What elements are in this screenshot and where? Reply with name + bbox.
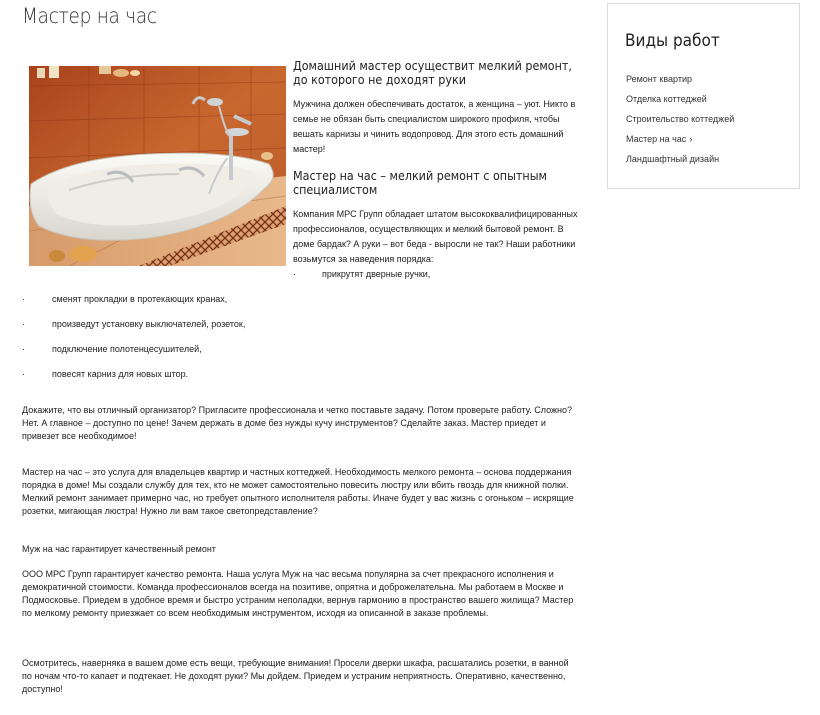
sidebar-item-cottage-finishing[interactable]: Отделка коттеджей [626, 94, 707, 104]
organizer-paragraph: Докажите, что вы отличный организатор? Пригласите профессионала и четко поставьте задачу. Потом проверьте работу. Сложно? Нет. А главное – доступно по цене! Зачем держать в доме без нужды кучу инструментов? Сделайте заказ. Мастер приедет и привезет все необходимое! [22, 405, 572, 441]
guarantee-title-block [22, 543, 577, 556]
guarantee-paragraph: ООО МРС Групп гарантирует качество ремонта. Наша услуга Муж на час весьма популярна за счет прекрасного исполнения и демократичной стоимости. Команда профессионалов всегда на позитиве, опрятна и доброжелательна. Мы работаем в Москве и Подмосковье. Приедем в удобное время и быстро устраним неполадки, вернув гармонию в пространство вашего жилища? Мастер по мелкому ремонту приезжает со всем необходимым инструментом, исходя из описанной в заказе проблемы. [22, 569, 574, 618]
sidebar-item-label: Мастер на час [626, 134, 687, 144]
sidebar-item-apartment-renovation[interactable]: Ремонт квартир [626, 74, 692, 84]
bullet-dot: · [22, 344, 25, 354]
bullet-dot: · [22, 294, 25, 304]
bullet-dot: · [22, 369, 25, 379]
service-description-paragraph: Мастер на час – это услуга для владельцев квартир и частных коттеджей. Необходимость мелкого ремонта – основа поддержания порядка в доме! Мы создали службу для тех, кто не может самостоятельно повесить люстру или вбить гвоздь для книжной полки. Мелкий ремонт занимает примерно час, но требует опытного исполнителя работы. Иначе будет у вас жизнь с огоньком – искрящие розетки, мигающая люстра! Нужно ли вам такое светопредставление? [22, 467, 574, 516]
body-paragraph-block [22, 657, 577, 696]
intro-heading: Домашний мастер осуществит мелкий ремонт, до которого не доходят руки [293, 59, 572, 87]
sidebar-item-cottage-construction[interactable]: Строительство коттеджей [626, 114, 735, 124]
body-paragraph-block [22, 568, 577, 620]
sidebar-item-handyman[interactable] [626, 134, 734, 154]
sidebar-item-landscape-design[interactable]: Ландшафтный дизайн [626, 154, 720, 164]
page-title: Мастер на час [22, 4, 157, 28]
sidebar-menu [626, 74, 734, 174]
sidebar-title: Виды работ [625, 31, 720, 51]
list-item-text: подключение полотенцесушителей, [52, 344, 202, 354]
list-item-text: прикрутят дверные ручки, [322, 269, 431, 279]
work-types-sidebar [607, 3, 800, 189]
bullet-dot: · [293, 269, 296, 279]
guarantee-title: Муж на час гарантирует качественный ремонт [22, 544, 216, 554]
closing-paragraph: Осмотритесь, наверняка в вашем доме есть вещи, требующие внимания! Просели дверки шкафа, расшатались розетки, в ванной по ночам что-то капает и подтекает. Не доходят руки? Мы дойдем. Приедем и устраним неприятность. Оперативно, качественно, доступно! [22, 658, 569, 694]
list-item-text: произведут установку выключателей, розеток, [52, 319, 246, 329]
bullet-dot: · [22, 319, 25, 329]
bathtub-photo [29, 66, 286, 266]
service-paragraph: Компания МРС Групп обладает штатом высококвалифицированных профессионалов, осуществляющих и мелкий бытовой ремонт. В доме бардак? А руки – вот беда - выросли не так? Наши работники возьмутся за наведения порядка: [293, 209, 578, 264]
chevron-right-icon: › [689, 134, 693, 144]
service-heading: Мастер на час – мелкий ремонт с опытным специалистом [293, 169, 547, 197]
intro-paragraph: Мужчина должен обеспечивать достаток, а женщина – уют. Никто в семье не обязан быть специалистом широкого профиля, чтобы вешать карнизы и чинить водопровод. Для этого есть домашний мастер! [293, 99, 576, 154]
list-item-text: сменят прокладки в протекающих кранах, [52, 294, 228, 304]
list-item-text: повесят карниз для новых штор. [52, 369, 189, 379]
body-paragraph-block [22, 404, 577, 443]
intro-section [293, 59, 578, 279]
body-paragraph-block [22, 466, 577, 518]
